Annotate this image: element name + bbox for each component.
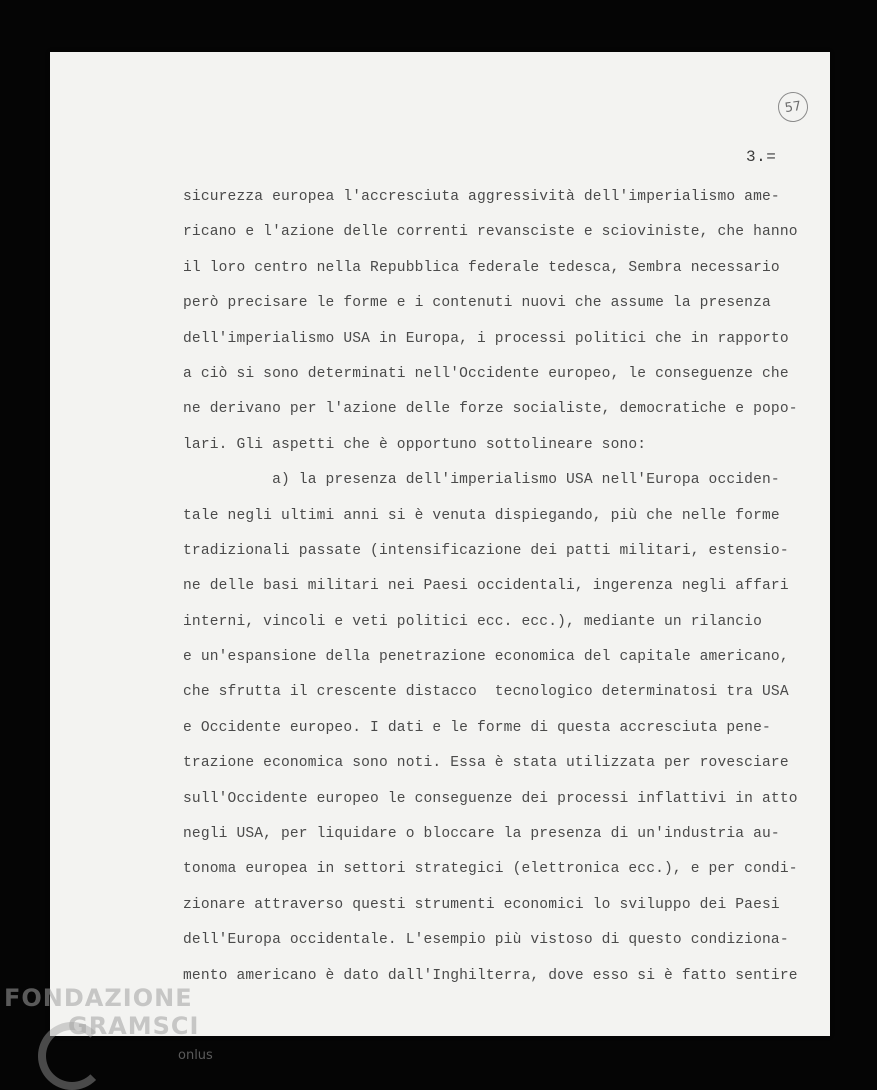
typewritten-page [50, 52, 830, 1036]
watermark-line-1: FONDAZIONE [4, 984, 193, 1012]
text-line: tradizionali passate (intensificazione dei patti militari, estensio- [183, 542, 789, 559]
text-line: dell'imperialismo USA in Europa, i processi politici che in rapporto [183, 330, 789, 347]
text-line: trazione economica sono noti. Essa è stata utilizzata per rovesciare [183, 755, 789, 772]
fondazione-gramsci-watermark [4, 984, 213, 1063]
text-line: dell'Europa occidentale. L'esempio più vistoso di questo condiziona- [183, 932, 789, 949]
page-number: 3.= [746, 148, 777, 166]
text-line: sicurezza europea l'accresciuta aggressività dell'imperialismo ame- [183, 189, 780, 205]
text-line: tale negli ultimi anni si è venuta dispiegando, più che nelle forme [183, 507, 780, 524]
text-line: e un'espansione della penetrazione economica del capitale americano, [183, 649, 789, 666]
text-line: interni, vincoli e veti politici ecc. ecc.), mediante un rilancio [183, 613, 762, 630]
text-line: ne delle basi militari nei Paesi occidentali, ingerenza negli affari [183, 578, 789, 595]
text-line: a ciò si sono determinati nell'Occidente europeo, le conseguenze che [183, 365, 789, 382]
text-line: lari. Gli aspetti che è opportuno sottolineare sono: [183, 436, 647, 453]
text-line: mento americano è dato dall'Inghilterra, dove esso si è fatto sentire [183, 967, 798, 984]
text-line: però precisare le forme e i contenuti nuovi che assume la presenza [183, 295, 771, 312]
text-line: tonoma europea in settori strategici (elettronica ecc.), e per condi- [183, 861, 798, 878]
text-line: sull'Occidente europeo le conseguenze dei processi inflattivi in atto [183, 790, 798, 807]
text-line: e Occidente europeo. I dati e le forme di questa accresciuta pene- [183, 719, 771, 736]
text-line: che sfrutta il crescente distacco tecnologico determinatosi tra USA [183, 684, 789, 701]
text-line: ne derivano per l'azione delle forze socialiste, democratiche e popo- [183, 401, 798, 418]
text-line: negli USA, per liquidare o bloccare la presenza di un'industria au- [183, 826, 780, 843]
document-body [183, 180, 823, 994]
text-line: a) la presenza dell'imperialismo USA nell'Europa occiden- [183, 472, 780, 489]
text-line: zionare attraverso questi strumenti economici lo sviluppo dei Paesi [183, 896, 780, 913]
archive-number-stamp: 57 [776, 90, 810, 124]
watermark-line-2: GRAMSCI [68, 1012, 200, 1040]
text-line: il loro centro nella Repubblica federale tedesca, Sembra necessario [183, 259, 780, 276]
text-line: ricano e l'azione delle correnti revansciste e scioviniste, che hanno [183, 224, 798, 241]
watermark-line-3: onlus [178, 1048, 213, 1063]
